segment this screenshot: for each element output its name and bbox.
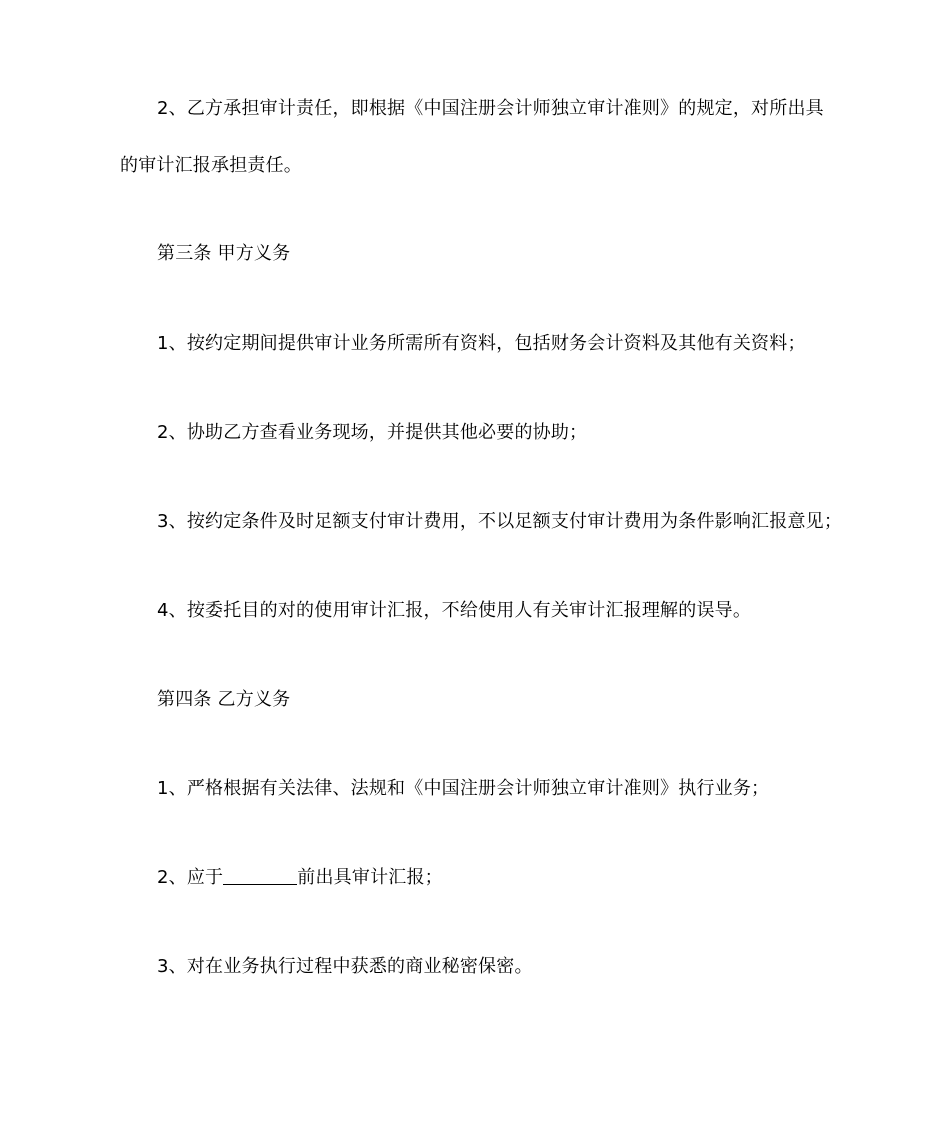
article-3-item-4: 4、按委托目的对的使用审计汇报，不给使用人有关审计汇报理解的误导。 <box>157 600 752 621</box>
article-3-item-1: 1、按约定期间提供审计业务所需所有资料，包括财务会计资料及其他有关资料； <box>157 333 806 354</box>
article-3-heading: 第三条 甲方义务 <box>157 243 291 264</box>
article-4-heading: 第四条 乙方义务 <box>157 689 291 710</box>
date-blank-field <box>223 866 297 885</box>
article-4-item-2-prefix: 2、应于 <box>157 867 224 888</box>
article-4-item-3: 3、对在业务执行过程中获悉的商业秘密保密。 <box>157 956 533 977</box>
paragraph-2-line-2: 的审计汇报承担责任。 <box>120 155 302 176</box>
article-4-item-2-suffix: 前出具审计汇报； <box>297 867 443 888</box>
article-3-item-2: 2、协助乙方查看业务现场，并提供其他必要的协助； <box>157 422 588 443</box>
article-4-item-1: 1、严格根据有关法律、法规和《中国注册会计师独立审计准则》执行业务； <box>157 778 770 799</box>
article-3-item-3: 3、按约定条件及时足额支付审计费用，不以足额支付审计费用为条件影响汇报意见； <box>157 511 843 532</box>
article-4-item-2 <box>157 866 443 890</box>
paragraph-2-line-1: 2、乙方承担审计责任，即根据《中国注册会计师独立审计准则》的规定，对所出具 <box>157 98 824 119</box>
